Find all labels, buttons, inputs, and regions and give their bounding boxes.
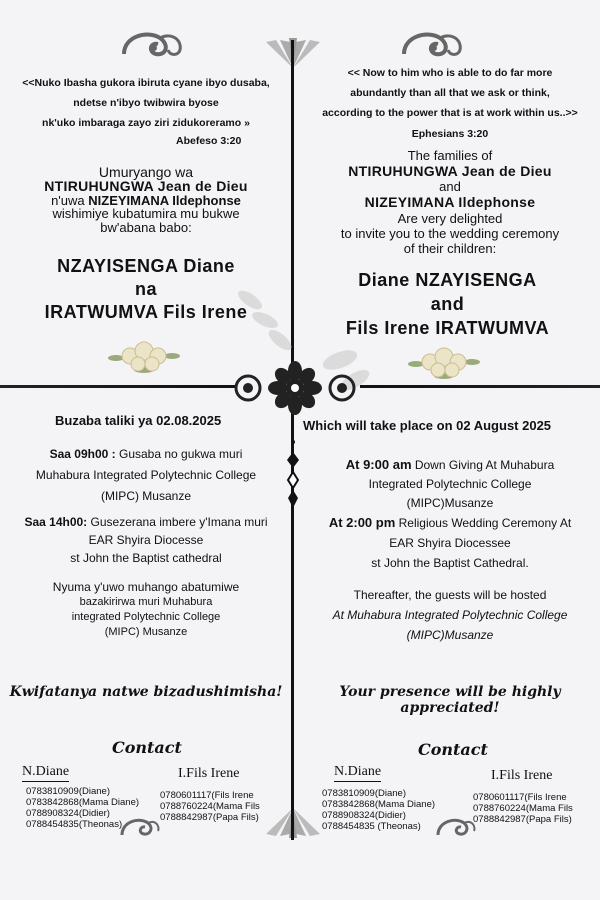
left-bride-name: NZAYISENGA Diane bbox=[57, 256, 235, 276]
right-reception-line: At Muhabura Integrated Polytechnic College bbox=[332, 608, 568, 622]
right-event2-venue: EAR Shyira Diocessee bbox=[389, 536, 511, 550]
right-bride-name: Diane NZAYISENGA bbox=[358, 270, 537, 290]
phone-number: 0788908324(Didier) bbox=[322, 810, 406, 821]
right-contact-title: Contact bbox=[418, 740, 488, 759]
right-invite-line: to invite you to the wedding ceremony bbox=[340, 226, 560, 241]
left-reception-line: bazakirirwa muri Muhabura bbox=[79, 596, 213, 608]
right-verse-ref: Ephesians 3:20 bbox=[411, 128, 489, 140]
left-verse-line: <<Nuko Ibasha gukora ibiruta cyane ibyo dusaba, bbox=[22, 77, 270, 89]
left-mother-prefix: n'uwa bbox=[51, 193, 85, 208]
left-event1-desc: Gusaba no gukwa muri bbox=[118, 447, 243, 461]
left-invite-line: wishimiye kubatumira mu bukwe bbox=[52, 206, 240, 221]
left-event1-place: (MIPC) Musanze bbox=[100, 489, 192, 503]
right-verse-line: abundantly than all that we ask or think, bbox=[350, 87, 550, 99]
flower-bouquet-icon bbox=[408, 342, 480, 382]
phone-number: 0788760224(Mama Fils bbox=[160, 801, 260, 812]
right-closing: Your presence will be highly appreciated! bbox=[339, 684, 561, 716]
right-contact-diane-phones bbox=[322, 788, 435, 832]
right-contact-diane-name: N.Diane bbox=[334, 764, 381, 782]
paisley-ornament-icon bbox=[434, 815, 478, 839]
right-event2-time: At 2:00 pm bbox=[328, 515, 396, 530]
left-event-afternoon bbox=[0, 513, 292, 567]
left-event1-venue: Muhabura Integrated Polytechnic College bbox=[35, 468, 257, 482]
right-verse bbox=[300, 63, 600, 123]
phone-number: 0780601117(Fils Irene bbox=[473, 792, 567, 803]
right-event-afternoon bbox=[300, 513, 600, 573]
right-invite-line: of their children: bbox=[403, 241, 497, 256]
right-father-name: NTIRUHUNGWA Jean de Dieu bbox=[348, 163, 552, 179]
left-contact-irene-name: I.Fils Irene bbox=[178, 766, 240, 781]
left-groom-name: IRATWUMVA Fils Irene bbox=[44, 302, 248, 322]
left-reception bbox=[0, 580, 292, 640]
left-families-intro: Umuryango wa bbox=[98, 164, 194, 180]
right-event1-time: At 9:00 am bbox=[345, 457, 412, 472]
right-contact-irene-phones bbox=[473, 792, 573, 825]
paisley-ornament-icon bbox=[120, 28, 184, 60]
right-event1-place: (MIPC)Musanze bbox=[406, 496, 494, 510]
left-event2-place: st John the Baptist cathedral bbox=[70, 551, 222, 565]
phone-number: 0783810909(Diane) bbox=[322, 788, 406, 799]
right-event2-place: st John the Baptist Cathedral. bbox=[371, 556, 529, 570]
phone-number: 0788842987(Papa Fils) bbox=[473, 814, 572, 825]
left-contact-diane-name: N.Diane bbox=[22, 764, 69, 782]
phone-number: 0783842868(Mama Diane) bbox=[26, 797, 140, 808]
right-mother-name: NIZEYIMANA Ildephonse bbox=[364, 194, 536, 210]
left-event2-desc: Gusezerana imbere y'Imana muri bbox=[90, 515, 268, 529]
flower-bouquet-icon bbox=[108, 336, 180, 376]
left-father-name: NTIRUHUNGWA Jean de Dieu bbox=[44, 178, 248, 194]
right-groom-name: Fils Irene IRATWUMVA bbox=[345, 318, 550, 338]
left-date-line: Buzaba taliki ya 02.08.2025 bbox=[55, 413, 222, 428]
left-verse-line: nk'uko imbaraga zayo ziri zidukoreramo » bbox=[42, 117, 250, 129]
right-event1-venue: Integrated Polytechnic College bbox=[368, 477, 532, 491]
right-verse-line: << Now to him who is able to do far more bbox=[347, 67, 553, 79]
left-event1-time: Saa 09h00 : bbox=[49, 447, 116, 461]
right-invite-line: Are very delighted bbox=[397, 211, 503, 226]
left-reception-line: (MIPC) Musanze bbox=[104, 626, 188, 638]
left-verse-line: ndetse n'ibyo twibwira byose bbox=[73, 97, 219, 109]
horizontal-divider-right bbox=[360, 385, 600, 388]
left-contact-diane-phones bbox=[26, 786, 139, 830]
left-contact-irene-phones bbox=[160, 790, 260, 823]
right-reception-line: Thereafter, the guests will be hosted bbox=[353, 588, 547, 602]
left-closing: Kwifatanya natwe bizadushimisha! bbox=[9, 684, 283, 700]
horizontal-divider-left bbox=[0, 385, 235, 388]
right-reception-line: (MIPC)Musanze bbox=[406, 628, 494, 642]
right-date-line: Which will take place on 02 August 2025 bbox=[303, 418, 552, 433]
left-event2-venue: EAR Shyira Diocesse bbox=[88, 533, 204, 547]
phone-number: 0788454835 (Theonas) bbox=[322, 821, 421, 832]
left-verse-ref: Abefeso 3:20 bbox=[176, 135, 242, 147]
phone-number: 0783842868(Mama Diane) bbox=[322, 799, 436, 810]
left-reception-line: integrated Polytechnic College bbox=[71, 611, 221, 623]
right-verse-line: according to the power that is at work within us..>> bbox=[322, 107, 578, 119]
left-verse bbox=[0, 73, 292, 133]
paisley-ornament-icon bbox=[400, 28, 464, 60]
left-reception-line: Nyuma y'uwo muhango abatumiwe bbox=[52, 580, 240, 594]
right-reception bbox=[300, 585, 600, 645]
left-event-morning bbox=[0, 444, 292, 507]
left-mother-name: NIZEYIMANA Ildephonse bbox=[88, 193, 241, 208]
phone-number: 0788908324(Didier) bbox=[26, 808, 110, 819]
phone-number: 0788842987(Papa Fils) bbox=[160, 812, 259, 823]
phone-number: 0783810909(Diane) bbox=[26, 786, 110, 797]
floral-center-icon bbox=[230, 358, 360, 418]
left-contact-title: Contact bbox=[112, 738, 182, 757]
right-event2-desc: Religious Wedding Ceremony At bbox=[398, 516, 572, 530]
left-event2-time: Saa 14h00: bbox=[24, 515, 88, 529]
left-invite-line: bw'abana babo: bbox=[100, 220, 192, 235]
right-conjunction: and bbox=[430, 294, 465, 314]
right-conjunction-and: and bbox=[439, 179, 461, 194]
right-families-intro: The families of bbox=[407, 148, 493, 163]
phone-number: 0788760224(Mama Fils bbox=[473, 803, 573, 814]
phone-number: 0780601117(Fils Irene bbox=[160, 790, 254, 801]
right-contact-irene-name: I.Fils Irene bbox=[491, 768, 553, 783]
right-event-morning bbox=[300, 455, 600, 513]
left-conjunction: na bbox=[134, 279, 157, 299]
right-event1-desc: Down Giving At Muhabura bbox=[414, 458, 555, 472]
phone-number: 0788454835(Theonas) bbox=[26, 819, 123, 830]
